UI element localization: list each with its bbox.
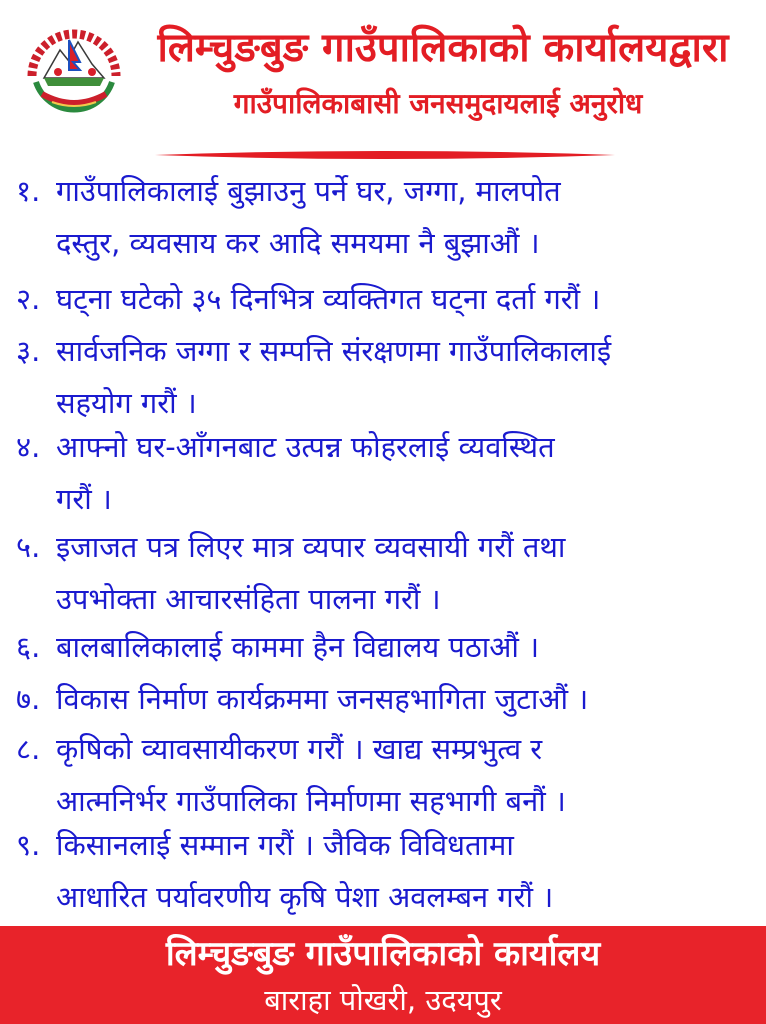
request-line: बालबालिकालाई काममा हैन विद्यालय पठाऔं । — [56, 630, 540, 664]
request-line: किसानलाई सम्मान गरौं । जैविक विविधतामा — [56, 828, 514, 862]
request-number: २. — [16, 282, 41, 316]
request-number: ४. — [16, 430, 41, 464]
request-line: विकास निर्माण कार्यक्रममा जनसहभागिता जुटाऔं । — [56, 682, 589, 716]
request-number: १. — [16, 174, 41, 208]
footer-office-name: लिम्चुङबुङ गाउँपालिकाको कार्यालय — [165, 934, 601, 974]
request-line: कृषिको व्यावसायीकरण गरौं । खाद्य सम्प्रभुत्व र — [56, 732, 543, 766]
title-divider — [155, 148, 615, 162]
request-number: ६. — [16, 630, 41, 664]
request-line: इजाजत पत्र लिएर मात्र व्यपार व्यवसायी गरौं तथा — [56, 530, 566, 564]
request-line: गाउँपालिकालाई बुझाउनु पर्ने घर, जग्गा, मालपोत — [56, 174, 561, 208]
request-line: आत्मनिर्भर गाउँपालिका निर्माणमा सहभागी बनौं । — [56, 784, 566, 818]
request-line: दस्तुर, व्यवसाय कर आदि समयमा नै बुझाऔं । — [56, 226, 540, 260]
request-line: आधारित पर्यावरणीय कृषि पेशा अवलम्बन गरौं । — [56, 880, 554, 914]
poster-title: लिम्चुङबुङ गाउँपालिकाको कार्यालयद्वारा — [157, 25, 729, 71]
request-number: ३. — [16, 334, 41, 368]
request-line: सहयोग गरौं । — [56, 386, 197, 420]
request-line: सार्वजनिक जग्गा र सम्पत्ति संरक्षणमा गाउँपालिकालाई — [56, 334, 612, 368]
request-number: ५. — [16, 530, 41, 564]
request-line: उपभोक्ता आचारसंहिता पालना गरौं । — [56, 582, 441, 616]
nepal-emblem-icon — [22, 16, 126, 120]
request-line: घट्ना घटेको ३५ दिनभित्र व्यक्तिगत घट्ना दर्ता गरौं । — [56, 282, 601, 316]
request-line: गरौं । — [56, 482, 112, 516]
footer-banner — [0, 926, 766, 1024]
request-number: ९. — [16, 828, 41, 862]
footer-address: बाराहा पोखरी, उदयपुर — [264, 983, 502, 1017]
request-number: ८. — [16, 732, 41, 766]
request-line: आफ्नो घर-आँगनबाट उत्पन्न फोहरलाई व्यवस्थित — [56, 430, 555, 464]
request-number: ७. — [16, 682, 41, 716]
poster-subtitle: गाउँपालिकाबासी जनसमुदायलाई अनुरोध — [233, 87, 643, 120]
